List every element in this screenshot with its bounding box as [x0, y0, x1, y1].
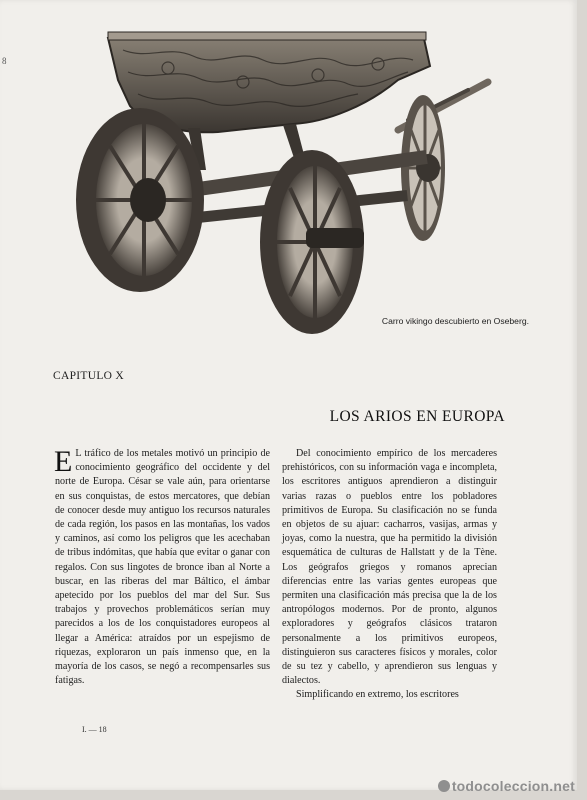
rear-right-wheel — [401, 95, 445, 241]
body-paragraph: Del conocimiento empírico de los mercaderes prehistóricos, con su información vaga e incompleta, los escritores antiguos aprendieron a distinguir varias razas o pueblos entre los pobladores primitivos de Europa. Su clasificación no se funda en objetos de su ajuar: cacharros, vasijas, armas y joyas, como la nuestra, que ha permitido la división esquemática de culturas de Hallstatt y de la Tène. Los geógrafos griegos y romanos aprecian diferencias entre las varias gentes europeas que permiten una clasificación más precisa que la de los antropólogos modernos. Por de pronto, algunos exploradores y geógrafos clásicos trataron personalmente a los primitivos europeos, distinguieron sus caracteres físicos y morales, color de su tez y cabello, y aprendieron sus lenguas y dialectos. — [282, 448, 497, 687]
drop-cap: E — [54, 445, 73, 478]
page-folio: I. — 18 — [82, 725, 107, 734]
watermark-text: todocoleccion.net — [451, 778, 575, 794]
paragraph-text: L tráfico de los metales motivó un principio de conocimiento geográfico del occidente y del norte de Europa. César se vale aún, para orientarse en sus conquistas, de estos mercatores, que debían de conocer desde muy antiguo los recursos naturales de cada región, los pasos en las montañas, los vados y caminos, así como los peligros que les acechaban de tribus indómitas, que había que evitar o ganar con regalos. Con sus lingotes de bronce iban al Norte a buscar, en las riberas del mar Báltico, el ámbar apetecido por los pueblos del mar del Sur. Sus trabajos y provechos problemáticos serían muy parecidos a los de los conquistadores europeos al llegar a América: atraídos por un espejismo de riquezas, exploraron un país inmenso que, en la mayoría de los casos, se negó a recompensarles sus fatigas. — [55, 448, 270, 687]
watermark-icon — [438, 780, 450, 792]
watermark-logo — [438, 778, 575, 794]
text-column-right — [282, 447, 497, 703]
text-column-left — [55, 447, 270, 688]
page-edge-mark: 8 — [2, 56, 7, 66]
oseberg-cart-photo — [68, 20, 508, 340]
chapter-label: CAPITULO X — [53, 370, 125, 382]
photo-caption: Carro vikingo descubierto en Oseberg. — [381, 316, 529, 326]
cart-rim — [108, 32, 426, 40]
body-paragraph — [55, 447, 270, 688]
front-right-wheel — [260, 150, 364, 334]
front-left-wheel — [76, 108, 204, 292]
body-paragraph: Simplificando en extremo, los escritores — [296, 689, 459, 701]
chapter-title: LOS ARIOS EN EUROPA — [329, 408, 505, 426]
